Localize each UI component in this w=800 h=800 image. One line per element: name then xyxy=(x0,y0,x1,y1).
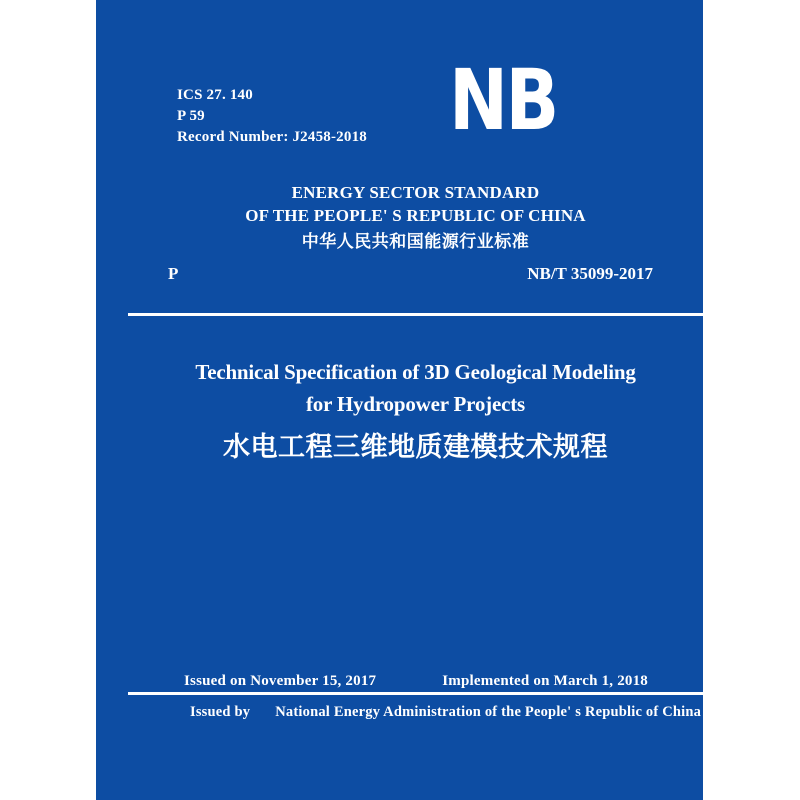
top-divider-rule xyxy=(128,313,703,316)
standard-name-chinese: 中华人民共和国能源行业标准 xyxy=(301,232,530,252)
standard-name-english-line2: OF THE PEOPLE' S REPUBLIC OF CHINA xyxy=(245,206,586,225)
issuing-authority: National Energy Administration of the People' s Republic of China xyxy=(275,704,702,720)
document-title-english-line1: Technical Specification of 3D Geological Modeling xyxy=(195,360,636,384)
standard-number: NB/T 35099-2017 xyxy=(527,264,653,283)
bottom-divider-rule xyxy=(128,692,703,695)
ics-code: ICS 27. 140 xyxy=(177,87,253,103)
implemented-date: Implemented on March 1, 2018 xyxy=(442,673,648,689)
document-title-english-line2: for Hydropower Projects xyxy=(306,392,525,416)
standard-meta xyxy=(177,85,367,148)
nb-logo: NB xyxy=(449,51,557,149)
cover xyxy=(96,0,703,800)
record-number: Record Number: J2458-2018 xyxy=(177,129,367,145)
issued-date: Issued on November 15, 2017 xyxy=(184,673,377,689)
document-title-chinese: 水电工程三维地质建模技术规程 xyxy=(223,432,608,463)
issued-by-label: Issued by xyxy=(190,704,251,720)
category-code: P xyxy=(168,264,179,283)
standard-name-english-line1: ENERGY SECTOR STANDARD xyxy=(291,183,540,202)
issued-by-row xyxy=(190,704,701,721)
classification-code: P 59 xyxy=(177,108,205,124)
